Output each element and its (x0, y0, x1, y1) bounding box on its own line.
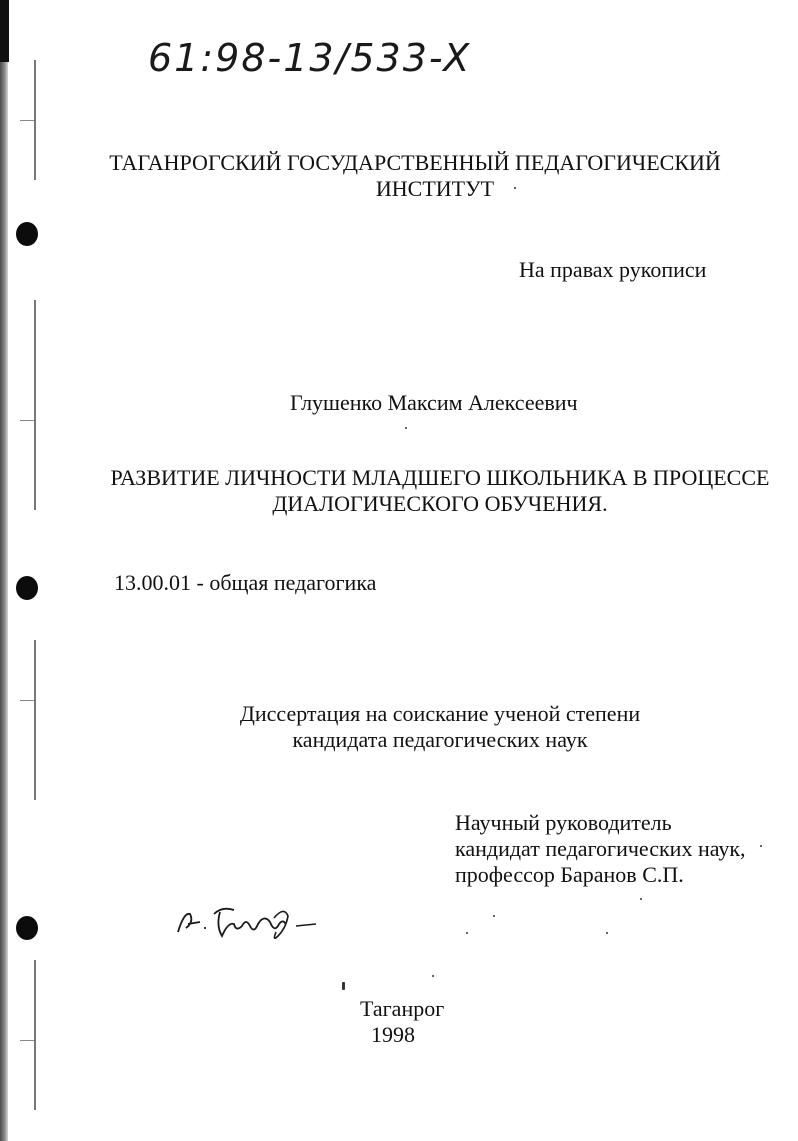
specialty-code: 13.00.01 - общая педагогика (114, 570, 377, 595)
supervisor-label: Научный руководитель (455, 810, 672, 835)
scan-speck (514, 187, 516, 189)
scan-speck (606, 932, 608, 934)
scan-corner-mark (0, 0, 9, 62)
manuscript-note: На правах рукописи (519, 257, 707, 282)
institution-line-2: ИНСТИТУТ (375, 176, 495, 201)
scan-speck (432, 975, 434, 977)
year: 1998 (371, 1022, 415, 1047)
thesis-title-line-2: ДИАЛОГИЧЕСКОГО ОБУЧЕНИЯ. (272, 491, 608, 516)
author-signature (170, 892, 320, 952)
degree-line-1: Диссертация на соискание ученой степени (239, 701, 641, 726)
archive-code-stamp (140, 28, 500, 94)
author-name: Глушенко Максим Алексеевич (290, 390, 578, 415)
archive-code-text: 61:98-13/533-X (148, 36, 472, 80)
punch-hole (16, 222, 38, 246)
scan-tick (20, 420, 34, 421)
scan-speck (760, 845, 762, 847)
scan-streak (34, 960, 36, 1110)
city: Таганрог (360, 996, 445, 1021)
thesis-title-line-1: РАЗВИТИЕ ЛИЧНОСТИ МЛАДШЕГО ШКОЛЬНИКА В ПРОЦЕССЕ (110, 465, 770, 490)
punch-hole (16, 916, 38, 940)
scan-speck (405, 427, 407, 429)
scan-tick (20, 700, 34, 701)
scan-speck (640, 898, 642, 900)
punch-hole (16, 576, 38, 600)
institution-line-1: ТАГАНРОГСКИЙ ГОСУДАРСТВЕННЫЙ ПЕДАГОГИЧЕСКИЙ (109, 150, 721, 175)
scan-speck (466, 932, 468, 934)
scan-tick (20, 1040, 34, 1041)
scan-speck (342, 982, 345, 990)
scan-speck (493, 915, 495, 917)
supervisor-degree: кандидат педагогических наук, (455, 836, 746, 861)
degree-line-2: кандидата педагогических наук (292, 727, 588, 752)
scan-tick (20, 120, 34, 121)
supervisor-name: профессор Баранов С.П. (455, 862, 684, 887)
